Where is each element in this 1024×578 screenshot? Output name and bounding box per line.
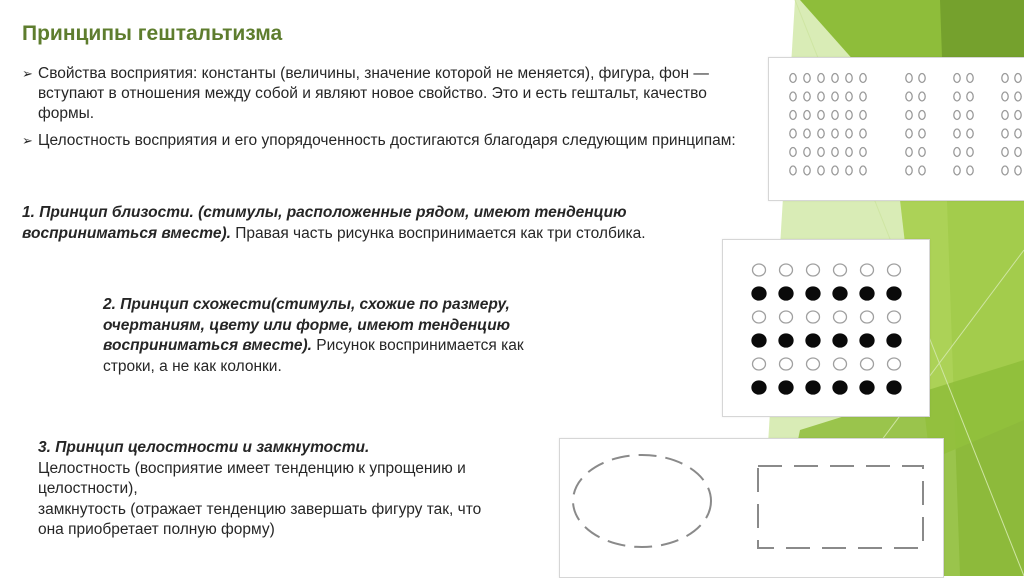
bullet-item-integrity: [22, 131, 742, 151]
arrow-bullet-icon: ➢: [22, 133, 33, 148]
dashed-rectangle: [758, 466, 923, 548]
proximity-dot: [790, 92, 796, 101]
proximity-dot: [804, 92, 810, 101]
hollow-dot: [780, 264, 793, 276]
proximity-dot: [1002, 148, 1008, 157]
proximity-dot: [832, 166, 838, 175]
hollow-dot: [807, 358, 820, 370]
proximity-dot: [832, 148, 838, 157]
proximity-dot: [967, 74, 973, 83]
slide-title: Принципы гештальтизма: [22, 22, 283, 45]
proximity-dot: [919, 166, 925, 175]
proximity-dot: [804, 129, 810, 138]
filled-dot: [752, 334, 766, 347]
filled-dot: [833, 287, 847, 300]
proximity-dot: [790, 148, 796, 157]
principle-closure-title: 3. Принцип целостности и замкнутости.: [38, 439, 370, 456]
dashed-ellipse: [573, 455, 711, 547]
proximity-dot: [804, 148, 810, 157]
proximity-dot: [832, 111, 838, 120]
principle-similarity-text: Рисунок воспринимается как строки, а не как колонки.: [103, 337, 524, 375]
filled-dot: [887, 381, 901, 394]
filled-dot: [779, 287, 793, 300]
principle-proximity: [22, 203, 762, 244]
hollow-dot: [807, 311, 820, 323]
figure-similarity: [722, 239, 930, 417]
closure-shapes-image: [560, 439, 943, 577]
proximity-dot: [967, 129, 973, 138]
proximity-dot: [846, 111, 852, 120]
proximity-dot: [860, 74, 866, 83]
principle-proximity-title: 1. Принцип близости. (стимулы, расположенные рядом, имеют тенденцию восприниматься вместе).: [22, 204, 627, 242]
hollow-dot: [834, 264, 847, 276]
bullet-text: Целостность восприятия и его упорядоченность достигаются благодаря следующим принципам:: [38, 132, 736, 149]
proximity-dot: [860, 129, 866, 138]
proximity-dot: [860, 92, 866, 101]
proximity-dot: [906, 166, 912, 175]
proximity-dot: [906, 111, 912, 120]
proximity-dot: [1015, 74, 1021, 83]
principle-similarity-title: 2. Принцип схожести(стимулы, схожие по размеру, очертаниям, цвету или форме, имеют тенденцию восприниматься вместе).: [103, 296, 511, 354]
proximity-dot: [954, 111, 960, 120]
hollow-dot: [753, 358, 766, 370]
proximity-dot: [832, 92, 838, 101]
proximity-dot: [1002, 129, 1008, 138]
bullet-text: Свойства восприятия: константы (величины, значение которой не меняется), фигура, фон — вступают в отношения между собой и являют новое свойство. Это и есть гештальт, качество формы.: [38, 65, 709, 122]
proximity-dot: [919, 111, 925, 120]
filled-dot: [860, 381, 874, 394]
proximity-dot: [832, 74, 838, 83]
proximity-dot: [818, 92, 824, 101]
proximity-dot: [967, 166, 973, 175]
proximity-dot: [967, 111, 973, 120]
proximity-dot: [860, 166, 866, 175]
hollow-dot: [834, 358, 847, 370]
filled-dot: [887, 287, 901, 300]
proximity-dot: [919, 148, 925, 157]
hollow-dot: [861, 264, 874, 276]
proximity-dot: [804, 166, 810, 175]
proximity-dot: [790, 166, 796, 175]
bullet-item-perception: [22, 64, 742, 124]
proximity-dot: [919, 129, 925, 138]
hollow-dot: [834, 311, 847, 323]
hollow-dot: [807, 264, 820, 276]
proximity-dot: [967, 92, 973, 101]
proximity-dot: [954, 74, 960, 83]
arrow-bullet-icon: ➢: [22, 66, 33, 81]
hollow-dot: [780, 358, 793, 370]
filled-dot: [860, 334, 874, 347]
proximity-dot: [846, 166, 852, 175]
proximity-dot: [1002, 166, 1008, 175]
proximity-dots-image: [769, 58, 1024, 200]
proximity-dot: [906, 148, 912, 157]
proximity-dot: [818, 111, 824, 120]
hollow-dot: [861, 311, 874, 323]
proximity-dot: [919, 92, 925, 101]
hollow-dot: [753, 311, 766, 323]
filled-dot: [833, 334, 847, 347]
proximity-dot: [818, 74, 824, 83]
filled-dot: [806, 381, 820, 394]
proximity-dot: [906, 129, 912, 138]
filled-dot: [806, 334, 820, 347]
hollow-dot: [753, 264, 766, 276]
filled-dot: [806, 287, 820, 300]
proximity-dot: [790, 111, 796, 120]
proximity-dot: [1015, 166, 1021, 175]
proximity-dot: [1015, 111, 1021, 120]
proximity-dot: [1015, 92, 1021, 101]
proximity-dot: [818, 166, 824, 175]
proximity-dot: [967, 148, 973, 157]
hollow-dot: [780, 311, 793, 323]
proximity-dot: [846, 148, 852, 157]
filled-dot: [752, 381, 766, 394]
proximity-dot: [860, 111, 866, 120]
figure-proximity: [768, 57, 1024, 201]
principle-closure: [38, 438, 508, 541]
proximity-dot: [860, 148, 866, 157]
hollow-dot: [861, 358, 874, 370]
proximity-dot: [954, 148, 960, 157]
hollow-dot: [888, 264, 901, 276]
proximity-dot: [919, 74, 925, 83]
proximity-dot: [954, 92, 960, 101]
principle-proximity-text: Правая часть рисунка воспринимается как три столбика.: [230, 224, 646, 242]
figure-closure: [559, 438, 944, 578]
proximity-dot: [818, 148, 824, 157]
proximity-dot: [1002, 111, 1008, 120]
principle-similarity: [103, 295, 578, 377]
proximity-dot: [906, 74, 912, 83]
filled-dot: [779, 334, 793, 347]
proximity-dot: [1002, 74, 1008, 83]
similarity-dots-image: [723, 240, 929, 416]
filled-dot: [779, 381, 793, 394]
filled-dot: [752, 287, 766, 300]
filled-dot: [833, 381, 847, 394]
proximity-dot: [1015, 129, 1021, 138]
proximity-dot: [846, 92, 852, 101]
proximity-dot: [1015, 148, 1021, 157]
proximity-dot: [832, 129, 838, 138]
proximity-dot: [790, 129, 796, 138]
proximity-dot: [954, 166, 960, 175]
filled-dot: [860, 287, 874, 300]
hollow-dot: [888, 358, 901, 370]
proximity-dot: [804, 111, 810, 120]
proximity-dot: [1002, 92, 1008, 101]
principle-closure-line1: Целостность (восприятие имеет тенденцию к упрощению и целостности),: [38, 459, 466, 497]
proximity-dot: [846, 129, 852, 138]
proximity-dot: [818, 129, 824, 138]
principle-closure-line2: замкнутость (отражает тенденцию завершать фигуру так, что она приобретает полную форму): [38, 500, 482, 538]
proximity-dot: [954, 129, 960, 138]
proximity-dot: [790, 74, 796, 83]
proximity-dot: [846, 74, 852, 83]
hollow-dot: [888, 311, 901, 323]
filled-dot: [887, 334, 901, 347]
proximity-dot: [804, 74, 810, 83]
proximity-dot: [906, 92, 912, 101]
